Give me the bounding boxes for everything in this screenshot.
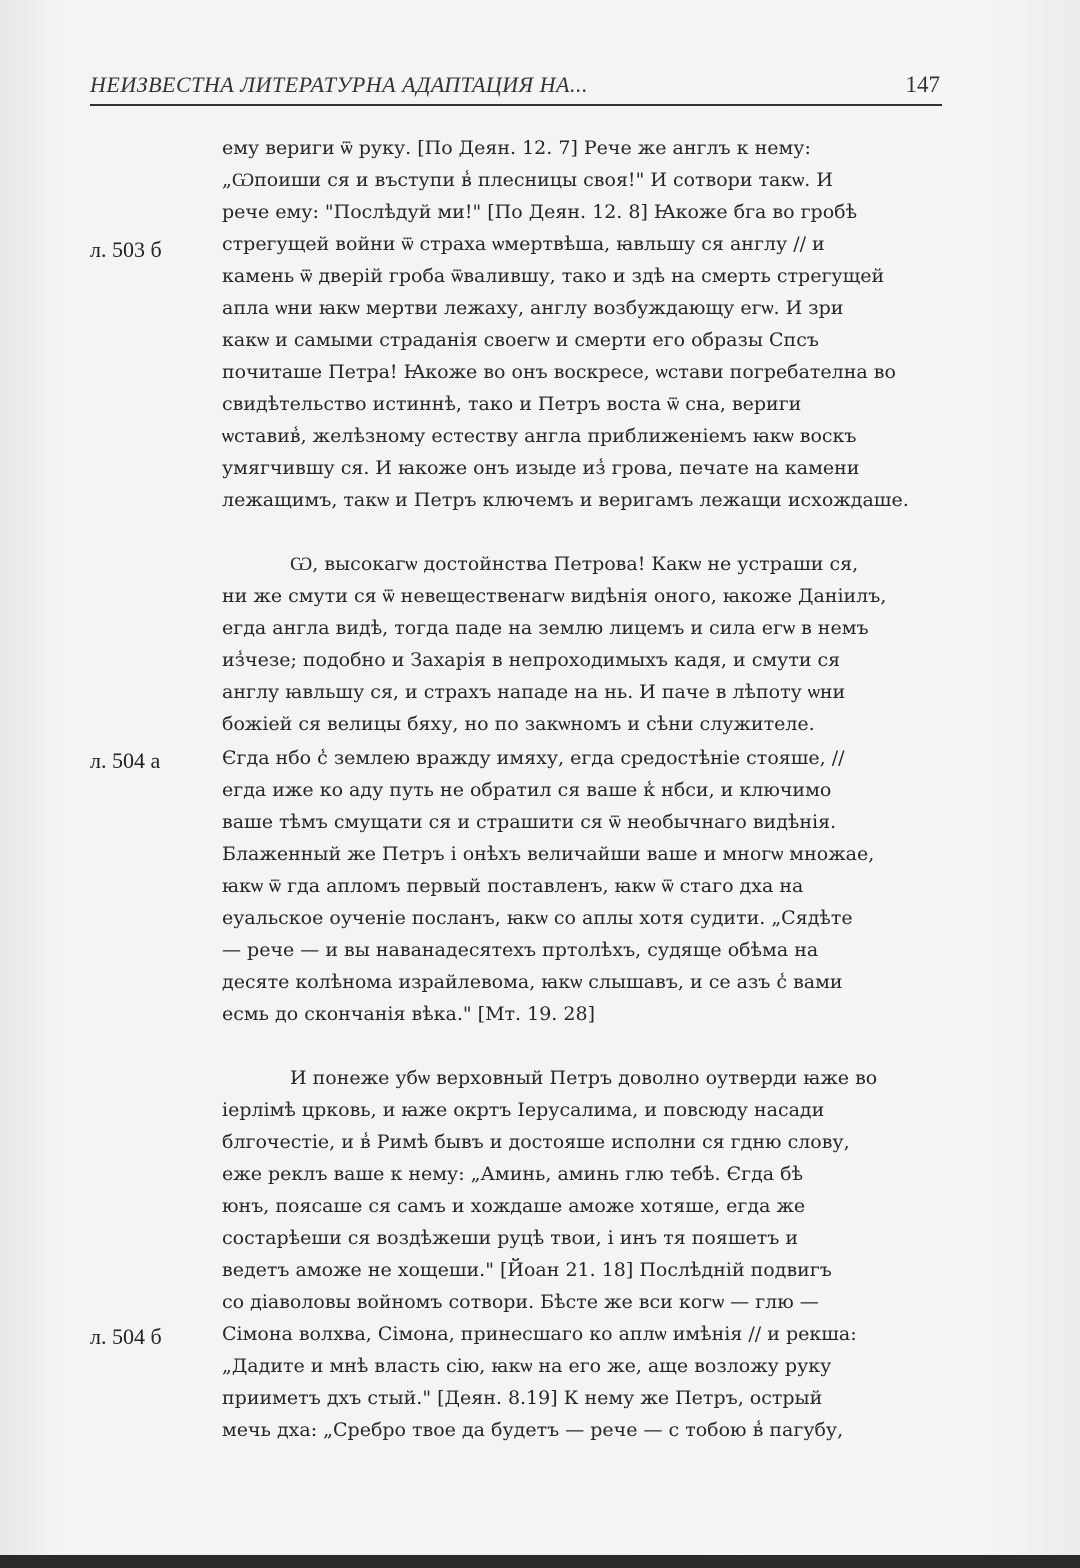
running-title: НЕИЗВЕСТНА ЛИТЕРАТУРНА АДАПТАЦИЯ НА... xyxy=(90,72,588,97)
text-line: ему вериги ѿ руку. [По Деян. 12. 7] Рече же англъ к нему: xyxy=(222,137,811,159)
margin-note-503b: л. 503 б xyxy=(90,237,162,262)
text-line: божiей ся велицы бяху, но по закѡномъ и сѣни служителе. xyxy=(222,713,815,735)
text-line: десяте колѣнома израйлевома, ꙗкѡ слышавъ, и се азъ с̾ вами xyxy=(222,971,843,993)
text-line: прииметъ дхъ стый." [Деян. 8.19] К нему же Петръ, острый xyxy=(222,1387,823,1409)
text-line: Блаженный же Петръ і онѣхъ величайши ваше и многѡ множае, xyxy=(222,843,875,865)
text-line: блгочестiе, и в̾ Римѣ бывъ и достояше исполни ся гдню слову, xyxy=(222,1131,850,1153)
text-line: какѡ и самыми страданiя своегѡ и смерти его образы Спсъ xyxy=(222,329,819,351)
scan-bottom-edge xyxy=(0,1555,1080,1568)
page-number: 147 xyxy=(905,72,940,97)
text-line: Сiмона волхва, Сiмона, принесшаго ко аплѡ имѣнiя // и рекша: xyxy=(222,1323,857,1345)
text-line: со дiаволовы войномъ сотвори. Бѣсте же вси когѡ — глю — xyxy=(222,1291,819,1313)
text-line: Ѡ, высокагѡ достойнства Петрова! Какѡ не устраши ся, xyxy=(290,553,859,575)
text-line: iерлiмѣ црковь, и ꙗже окртъ Iерусалима, и повсюду насади xyxy=(222,1099,825,1121)
text-line: еуальское оученiе посланъ, ꙗкѡ со аплы хотя судити. „Сядѣте xyxy=(222,907,853,929)
text-line: — рече — и вы наванадесятехъ пртолѣхъ, судяще обѣма на xyxy=(222,939,819,961)
text-line: есмь до скончанiя вѣка." [Мт. 19. 28] xyxy=(222,1003,595,1025)
text-line: англу ꙗвльшу ся, и страхъ нападе на нь. И паче в лѣпоту ѡни xyxy=(222,681,846,703)
text-line: апла ѡни ꙗкѡ мертви лежаху, англу возбуждающу егѡ. И зри xyxy=(222,297,844,319)
text-line: стрегущей войни ѿ страха ѡмертвѣша, ꙗвльшу ся англу // и xyxy=(222,233,825,255)
text-line: „Ѡпоиши ся и въступи в̾ плесницы своя!" И сотвори такѡ. И xyxy=(222,169,833,191)
text-line: ваше тѣмъ смущати ся и страшити ся ѿ необычнаго видѣнiя. xyxy=(222,811,837,833)
text-line: умягчившу ся. И ꙗкоже онъ изыде из̾ грова, печате на камени xyxy=(222,457,860,479)
margin-note-504b: л. 504 б xyxy=(90,1324,162,1349)
text-line: юнъ, поясаше ся самъ и хождаше аможе хотяше, егда же xyxy=(222,1195,806,1217)
text-line: егда англа видѣ, тогда паде на землю лицемъ и сила егѡ в немъ xyxy=(222,617,869,639)
margin-note-504a: л. 504 а xyxy=(90,748,161,773)
text-line: состарѣеши ся воздѣжеши руцѣ твои, і инъ тя пояшетъ и xyxy=(222,1227,799,1249)
running-header xyxy=(90,70,942,106)
text-line: мечь дха: „Сребро твое да будетъ — рече — с тобою в̾ пагубу, xyxy=(222,1419,844,1441)
text-line: ни же смути ся ѿ невещественагѡ видѣнiя оного, ꙗкоже Данiилъ, xyxy=(222,585,887,607)
text-line: И понеже убѡ верховный Петръ доволно оутверди ꙗже во xyxy=(290,1067,878,1089)
text-line: лежащимъ, такѡ и Петръ ключемъ и веригамъ лежащи исхождаше. xyxy=(222,489,909,511)
text-line: ꙗкѡ ѿ гда апломъ первый поставленъ, ꙗкѡ ѿ стаго дха на xyxy=(222,875,804,897)
text-line: ведетъ аможе не хощеши." [Йоан 21. 18] Послѣднiй подвигъ xyxy=(222,1259,832,1281)
text-line: егда иже ко аду путь не обратил ся ваше к̾ нбси, и ключимо xyxy=(222,779,832,801)
text-line: свидѣтельство истиннѣ, тако и Петръ воста ѿ сна, вериги xyxy=(222,393,802,415)
text-line: камень ѿ двеpiй гроба ѿвалившу, тако и здѣ на смерть стрегущей xyxy=(222,265,885,287)
text-line: рече ему: "Послѣдуй ми!" [По Деян. 12. 8] Ꙗкоже бга во гробѣ xyxy=(222,201,858,223)
text-line: из̾чезе; подобно и Захарiя в непроходимыхъ кадя, и смути ся xyxy=(222,649,841,671)
text-line: „Дадите и мнѣ власть сiю, ꙗкѡ на его же, аще возложу руку xyxy=(222,1355,832,1377)
text-line: еже реклъ ваше к нему: „Аминь, аминь глю тебѣ. Єгда бѣ xyxy=(222,1163,804,1185)
text-line: ѡставив̾, желѣзному естеству англа приближенiемъ ꙗкѡ воскъ xyxy=(222,425,857,447)
text-line: почиташе Петра! Ꙗкоже во онъ воскресе, ѡстави погребателна во xyxy=(222,361,896,383)
text-line: Єгда нбо с̾ землею вражду имяху, егда средостѣнiе стояше, // xyxy=(222,747,845,769)
